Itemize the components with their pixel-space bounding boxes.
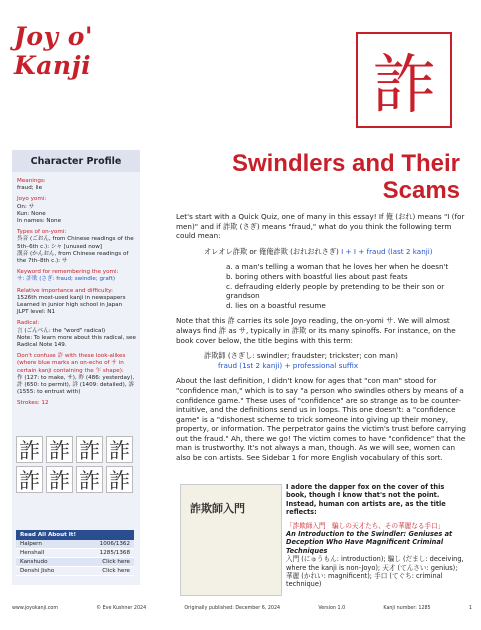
meanings: fraud; lie bbox=[17, 185, 43, 192]
stroke-cell: 詐 bbox=[16, 466, 43, 493]
keyword: サ: 詐欺 (さぎ: fraud; swindle; graft) bbox=[17, 276, 116, 283]
quiz-c: c. defrauding elderly people by pretending to be their son or grandson bbox=[226, 281, 445, 301]
reference-name: Kanshudo bbox=[20, 559, 48, 565]
sidebox-vocab: 入門 (にゅうもん: introduction); 騙し (だまし: deceiving, where the kanji is non-Joyo); 天才 (てんさい: genius); 華麗 (かれい: magnificent); 手口 (てぐち: criminal technique) bbox=[286, 555, 464, 589]
term-gloss: I + I + fraud (last 2 kanji) bbox=[341, 246, 433, 256]
term2-gloss: fraud (1st 2 kanji) + professional suffix bbox=[218, 360, 359, 370]
footer-kanji-number: Kanji number: 1285 bbox=[383, 606, 431, 611]
radical-2: Note: To learn more about this radical, see Radical Note 149. bbox=[17, 334, 136, 349]
keyword-heading: Keyword for remembering the yomi: bbox=[17, 269, 119, 276]
references-header: Read All About It! bbox=[16, 530, 134, 540]
reference-row bbox=[16, 549, 134, 558]
paragraph-1: Let's start with a Quick Quiz, one of many in this essay! If 俺 (おれ) means "I (for men)" and if 詐欺 (さぎ) means "fraud," what do you think the following term could mean: bbox=[176, 212, 465, 241]
book-cover-title: 詐欺師入門 bbox=[190, 502, 245, 515]
rel-1: 1526th most-used kanji in newspapers bbox=[17, 294, 126, 301]
paragraph-3: About the last definition, I didn't know for ages that "con man" stood for "confidence man," which is to say "a person who swindles others by means of a confidence game." These uses of "confidence" are so strange as to be counter-intuitive, and the definitions send us in loops. This one doesn't: a "confidence game" is a "dishonest scheme to trick someone into giving up their money, property, or information. The perpetrator gains the victim's trust before carrying out the fraud." Ah, there we go! The victim comes to have "confidence" that the man is trustworthy. It's not always a man, though. As we will see, women can also be con artists. See Sidebar 1 for more English vocabulary of this sort. bbox=[176, 376, 466, 463]
paragraph-2: Note that this 詐 carries its sole Joyo reading, the on-yomi サ. We will almost always find 詐 as サ, typically in 詐欺 or its many spinoffs. For instance, on the book cover below, the title begins with this term: bbox=[176, 316, 456, 345]
footer bbox=[12, 606, 472, 611]
joyo-heading: Joyo yomi: bbox=[17, 196, 47, 203]
sidebox-title-en: An Introduction to the Swindler: Geniuses at Deception Who Have Magnificent Criminal Techniques bbox=[286, 530, 453, 555]
book-sidebox bbox=[286, 483, 466, 589]
quiz-b: b. boring others with boastful lies about past feats bbox=[226, 271, 408, 281]
logo-text: Joy o' Kanji bbox=[14, 22, 94, 80]
confuse-list: 作 (127: to make, サ), 昨 (486: yesterday), 許 (650: to permit), 詳 (1409: detailed), 訴 (1555: to entrust with) bbox=[17, 374, 135, 396]
kanji-display: 詐 bbox=[356, 32, 452, 128]
footer-page: 1 bbox=[468, 606, 472, 611]
go-on: 呉音 (ごおん, from Chinese readings of the 5th–6th c.): シャ [unused now] bbox=[17, 236, 134, 250]
reference-row bbox=[16, 540, 134, 549]
reference-value[interactable]: 1285/1368 bbox=[99, 550, 130, 556]
stroke-order-grid bbox=[16, 436, 134, 496]
references-table bbox=[16, 530, 134, 576]
footer-copyright: © Eve Kushner 2024 bbox=[96, 606, 147, 611]
sidebar-content bbox=[17, 178, 137, 408]
quiz-a: a. a man's telling a woman that he loves her when he doesn't bbox=[226, 262, 449, 272]
stroke-cell: 詐 bbox=[46, 466, 73, 493]
stroke-cell: 詐 bbox=[76, 466, 103, 493]
radical-heading: Radical: bbox=[17, 320, 40, 327]
stroke-cell: 詐 bbox=[46, 436, 73, 463]
kan-on: 漢音 (かんおん, from Chinese readings of the 7th–8th c.): サ bbox=[17, 250, 129, 265]
stroke-cell: 詐 bbox=[76, 436, 103, 463]
stroke-cell: 詐 bbox=[16, 436, 43, 463]
quiz-d: d. lies on a boastful resume bbox=[226, 300, 326, 310]
stroke-cell: 詐 bbox=[106, 436, 133, 463]
sidebar-header: Character Profile bbox=[12, 150, 140, 172]
stroke-cell: 詐 bbox=[106, 466, 133, 493]
radical-1: 言 (ごんべん: the "word" radical) bbox=[17, 327, 106, 334]
logo bbox=[14, 22, 154, 80]
rel-3: JLPT level: N1 bbox=[17, 309, 56, 316]
term: オレオレ詐欺 or 俺俺詐欺 (おれおれさぎ) bbox=[204, 246, 339, 256]
reference-value[interactable]: 1006/1362 bbox=[99, 541, 130, 547]
term2: 詐欺師 (さぎし: swindler; fraudster; trickster; con man) bbox=[204, 351, 398, 361]
footer-site[interactable]: www.joyokanji.com bbox=[12, 606, 59, 611]
rel-2: Learned in junior high school in Japan bbox=[17, 302, 123, 309]
page-title: Swindlers and Their Scams bbox=[231, 150, 460, 204]
sidebox-title-jp: 「詐欺師入門 騙しの天才たち、その華麗なる手口」 bbox=[286, 521, 445, 530]
footer-version: Version 1.0 bbox=[318, 606, 346, 611]
meanings-heading: Meanings: bbox=[17, 178, 46, 184]
sidebox-p1: I adore the dapper fox on the cover of this book, though I know that's not the point. Instead, human con artists are, as the title reflects: bbox=[286, 483, 446, 517]
reference-row bbox=[16, 567, 134, 576]
reference-name: Denshi Jisho bbox=[20, 568, 55, 574]
reference-value[interactable]: Click here bbox=[102, 559, 130, 565]
footer-published: Originally published: December 6, 2024 bbox=[184, 606, 281, 611]
reference-name: Halpern bbox=[20, 541, 42, 547]
strokes: Strokes: 12 bbox=[17, 400, 49, 407]
reference-row bbox=[16, 558, 134, 567]
reference-name: Henshall bbox=[20, 550, 45, 556]
on-yomi: On: サ bbox=[17, 203, 35, 210]
body-text bbox=[176, 212, 466, 463]
types-heading: Types of on-yomi: bbox=[17, 229, 67, 236]
kun-yomi: Kun: None bbox=[17, 210, 46, 217]
names-yomi: In names: None bbox=[17, 218, 62, 225]
confuse-heading: Don't confuse 詐 with these look-alikes (where blue marks an on-echo of サ in certain kanji containing the 乍 shape): bbox=[17, 353, 126, 374]
reference-value[interactable]: Click here bbox=[102, 568, 130, 574]
relative-heading: Relative importance and difficulty: bbox=[17, 287, 114, 294]
